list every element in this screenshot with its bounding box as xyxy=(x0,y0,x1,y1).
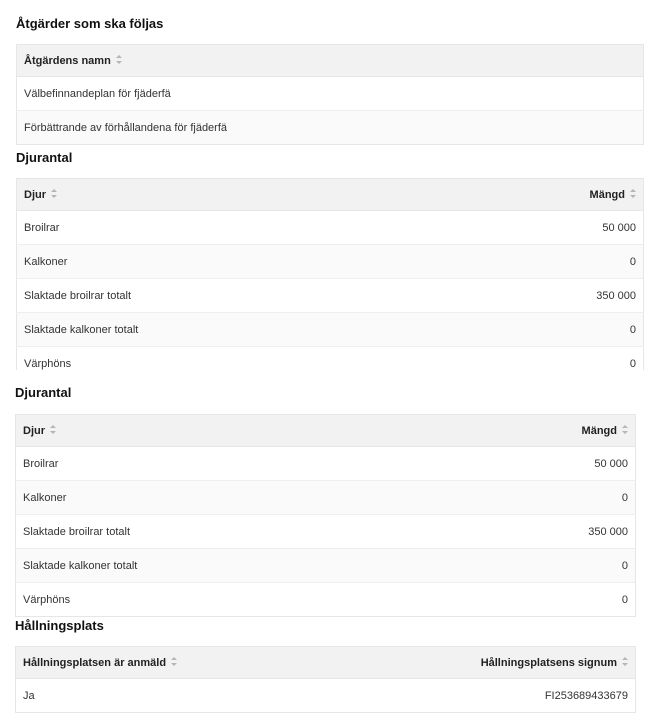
animal-name: Kalkoner xyxy=(16,481,437,515)
measures-header-row xyxy=(17,45,644,77)
animal-name: Broilrar xyxy=(17,211,443,245)
sort-icon[interactable] xyxy=(622,425,628,434)
measure-name: Välbefinnandeplan för fjäderfä xyxy=(17,77,644,111)
holding-registered: Ja xyxy=(16,679,332,713)
animals-header-row xyxy=(17,179,644,211)
table-row xyxy=(16,583,636,617)
measures-table xyxy=(16,44,644,145)
animals-section-first xyxy=(16,150,644,370)
animal-amount: 350 000 xyxy=(436,515,635,549)
animal-amount: 0 xyxy=(442,245,643,279)
table-row xyxy=(17,111,644,145)
signum-column-header[interactable] xyxy=(332,647,636,679)
animal-amount: 0 xyxy=(436,481,635,515)
animal-name: Slaktade kalkoner totalt xyxy=(16,549,437,583)
holding-signum: FI253689433679 xyxy=(332,679,636,713)
sort-icon[interactable] xyxy=(171,657,177,666)
table-row xyxy=(17,279,644,313)
amount-column-label: Mängd xyxy=(589,188,625,201)
animal-amount: 0 xyxy=(442,313,643,347)
table-row xyxy=(17,211,644,245)
registered-column-header[interactable] xyxy=(16,647,332,679)
table-row xyxy=(16,447,636,481)
animal-name: Slaktade kalkoner totalt xyxy=(17,313,443,347)
amount-column-header[interactable] xyxy=(436,415,635,447)
animal-name: Slaktade broilrar totalt xyxy=(16,515,437,549)
measures-title: Åtgärder som ska följas xyxy=(16,16,164,31)
table-row xyxy=(17,245,644,279)
table-row xyxy=(16,679,636,713)
animal-amount: 0 xyxy=(436,549,635,583)
animals-header-row xyxy=(16,415,636,447)
holding-title: Hållningsplats xyxy=(15,618,104,633)
animal-column-label: Djur xyxy=(23,424,45,437)
holding-section xyxy=(15,618,636,713)
animal-amount: 50 000 xyxy=(442,211,643,245)
table-row xyxy=(17,347,644,371)
sort-icon[interactable] xyxy=(51,189,57,198)
animal-name: Värphöns xyxy=(16,583,437,617)
animal-column-header[interactable] xyxy=(17,179,443,211)
sort-icon[interactable] xyxy=(622,657,628,666)
table-row xyxy=(16,515,636,549)
animal-column-header[interactable] xyxy=(16,415,437,447)
table-row xyxy=(17,77,644,111)
measures-column-label: Åtgärdens namn xyxy=(24,54,111,67)
signum-column-label: Hållningsplatsens signum xyxy=(480,656,617,669)
table-row xyxy=(17,313,644,347)
animals-title-second: Djurantal xyxy=(15,385,72,400)
table-row xyxy=(16,481,636,515)
animal-column-label: Djur xyxy=(24,188,46,201)
animal-amount: 50 000 xyxy=(436,447,635,481)
sort-icon[interactable] xyxy=(116,55,122,64)
table-row xyxy=(16,549,636,583)
animal-name: Broilrar xyxy=(16,447,437,481)
animals-section-second xyxy=(15,385,636,617)
holding-header-row xyxy=(16,647,636,679)
animal-name: Slaktade broilrar totalt xyxy=(17,279,443,313)
amount-column-label: Mängd xyxy=(581,424,617,437)
animals-title-first: Djurantal xyxy=(16,150,73,165)
amount-column-header[interactable] xyxy=(442,179,643,211)
animal-amount: 0 xyxy=(442,347,643,371)
measures-section xyxy=(16,16,644,145)
measure-name: Förbättrande av förhållandena för fjäderfä xyxy=(17,111,644,145)
measures-column-header[interactable] xyxy=(17,45,644,77)
registered-column-label: Hållningsplatsen är anmäld xyxy=(23,656,167,669)
animal-amount: 350 000 xyxy=(442,279,643,313)
animal-name: Värphöns xyxy=(17,347,443,371)
sort-icon[interactable] xyxy=(630,189,636,198)
animals-table-second xyxy=(15,414,636,617)
sort-icon[interactable] xyxy=(50,425,56,434)
holding-table xyxy=(15,646,636,713)
animals-table-first xyxy=(16,178,644,370)
animal-amount: 0 xyxy=(436,583,635,617)
animal-name: Kalkoner xyxy=(17,245,443,279)
